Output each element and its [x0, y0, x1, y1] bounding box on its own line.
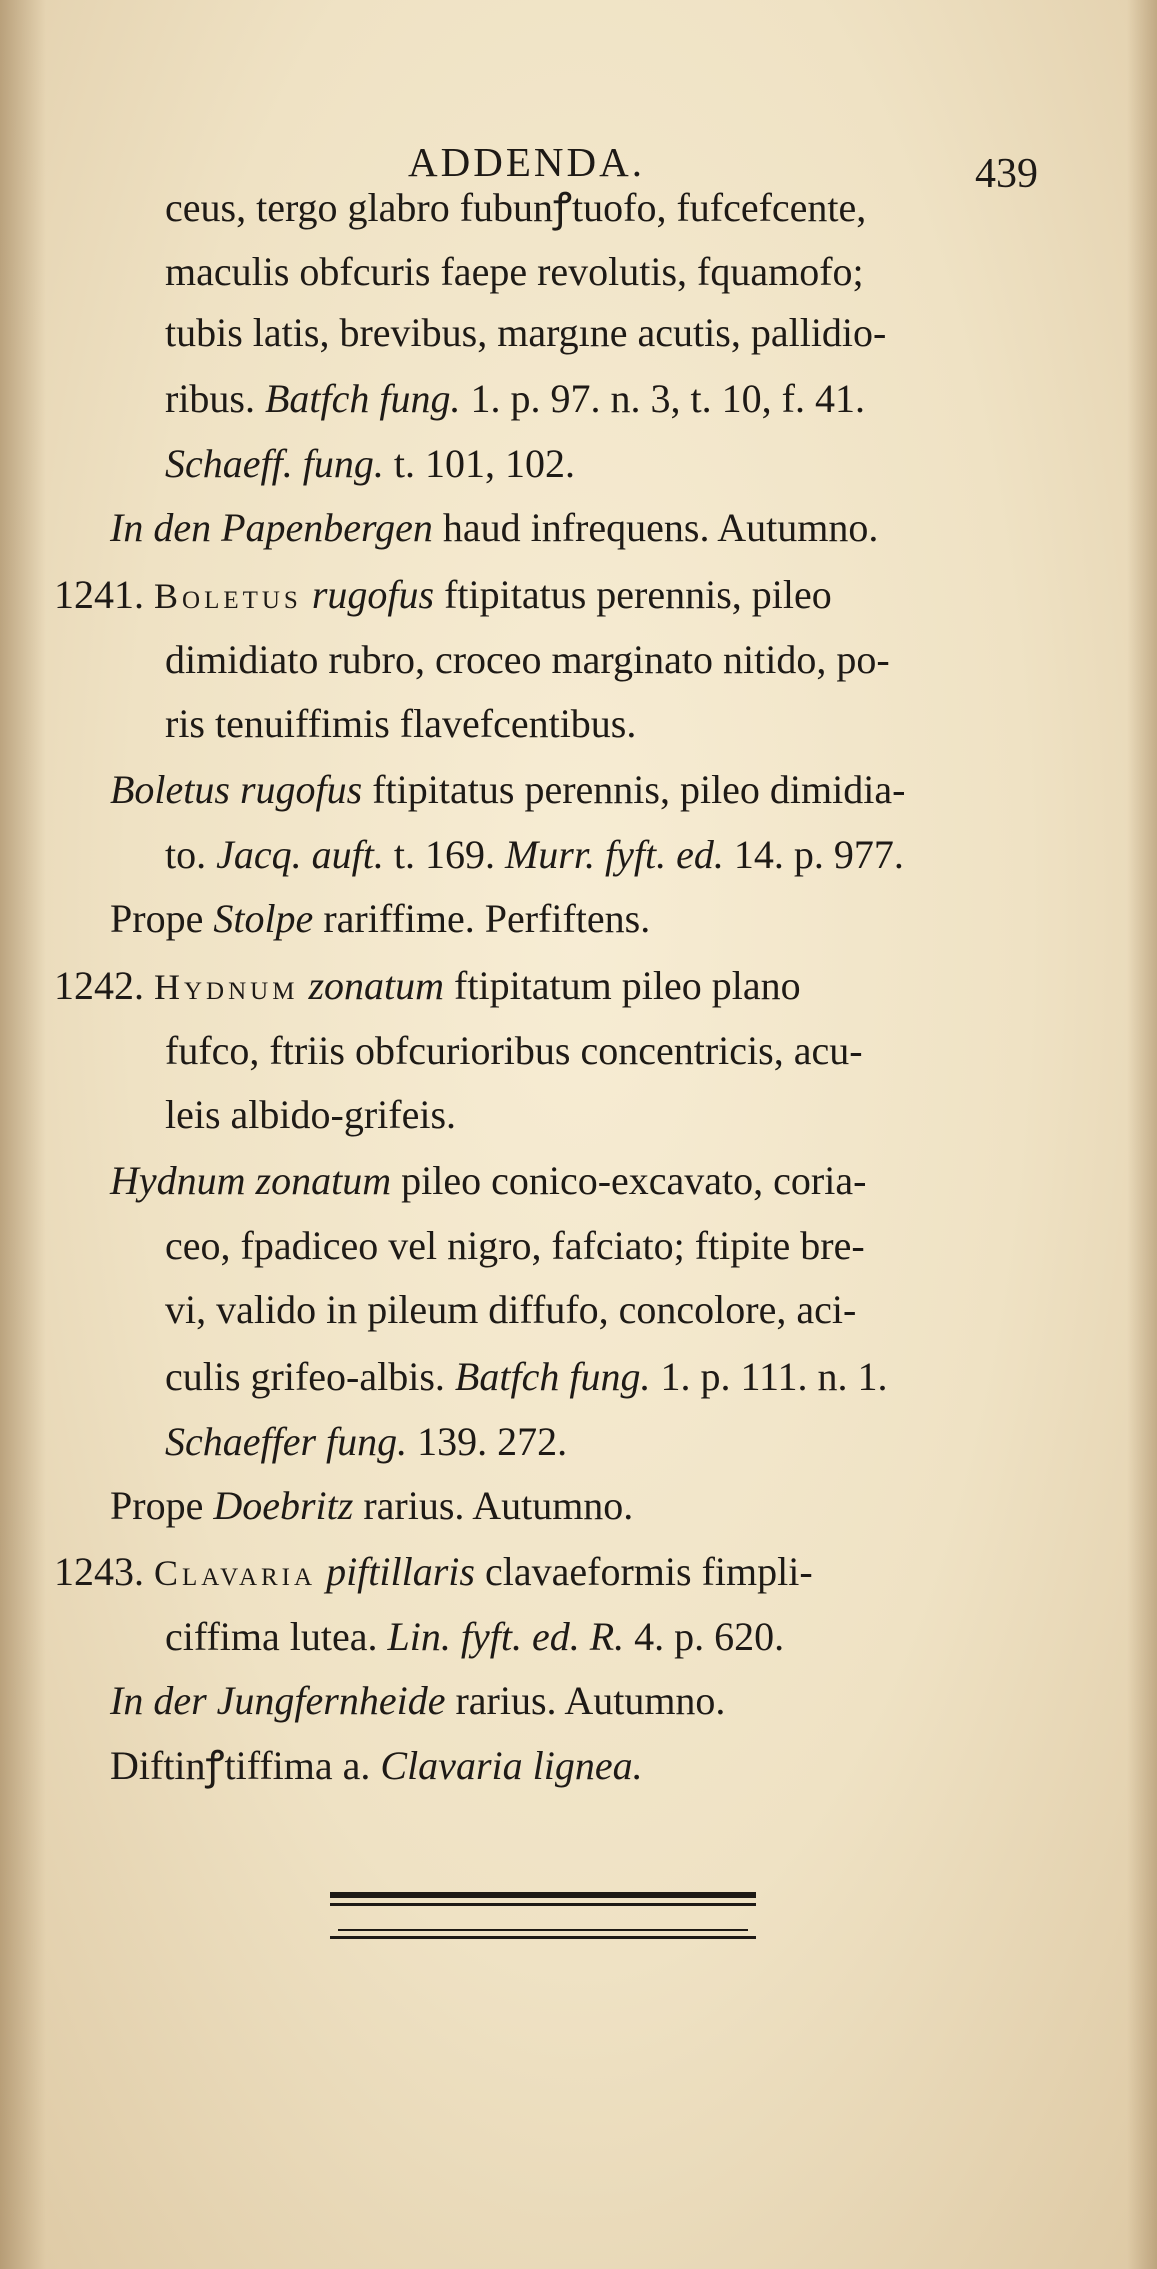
line-text: ftipitatus perennis, pileo dimidia-: [362, 767, 906, 812]
line-text: 139. 272.: [407, 1419, 568, 1464]
text-line: [165, 373, 865, 425]
line-text: Diftinꝭtiffima a.: [110, 1743, 381, 1788]
end-rule: [338, 1929, 748, 1931]
text-line: [165, 1611, 784, 1663]
italic-text: Jacq. auft.: [216, 832, 384, 877]
italic-text: Hydnum zonatum: [110, 1158, 392, 1203]
text-line: [110, 1740, 643, 1792]
line-text: rarius. Autumno.: [353, 1483, 634, 1528]
line-text: ciffima lutea.: [165, 1614, 388, 1659]
italic-text: In der Jungfernheide: [110, 1678, 446, 1723]
italic-text: Murr. fyft. ed.: [504, 832, 724, 877]
text-line: [165, 634, 890, 686]
line-text: maculis obfcuris faepe revolutis, fquamofo;: [165, 249, 864, 294]
text-line: [165, 1416, 567, 1468]
text-line: [54, 1546, 813, 1599]
line-text: rarius. Autumno.: [445, 1678, 726, 1723]
text-line: [165, 438, 575, 490]
line-text: dimidiato rubro, croceo marginato nitido, po-: [165, 637, 890, 682]
text-line: [110, 502, 878, 554]
text-line: [110, 893, 650, 945]
italic-text: Batfch fung.: [265, 376, 461, 421]
italic-text: piftillaris: [316, 1549, 475, 1594]
page-edge-shadow-left: [0, 0, 46, 2269]
line-text: t. 101, 102.: [383, 441, 575, 486]
italic-text: Clavaria lignea.: [380, 1743, 643, 1788]
italic-text: Stolpe: [213, 896, 314, 941]
line-text: 1243.: [54, 1549, 154, 1594]
line-text: vi, valido in pileum diffufo, concolore, aci-: [165, 1287, 857, 1332]
text-line: [165, 698, 636, 750]
running-header: ADDENDA.: [408, 139, 645, 185]
line-text: haud infrequens. Autumno.: [432, 505, 879, 550]
text-line: [165, 182, 866, 234]
text-line: [165, 1351, 887, 1403]
page-number: 439: [975, 151, 1038, 197]
end-rule: [330, 1892, 756, 1898]
text-line: [110, 1480, 633, 1532]
text-line: [110, 1675, 725, 1727]
text-line: [165, 246, 864, 298]
text-line: [165, 1284, 856, 1336]
page-edge-shadow-right: [1127, 0, 1157, 2269]
genus-name: Boletus: [154, 576, 302, 616]
italic-text: Schaeffer fung.: [165, 1419, 408, 1464]
italic-text: Schaeff. fung.: [165, 441, 384, 486]
line-text: culis grifeo-albis.: [165, 1354, 455, 1399]
text-line: [165, 1220, 865, 1272]
line-text: 1241.: [54, 572, 154, 617]
end-rule: [330, 1936, 756, 1939]
italic-text: zonatum: [298, 963, 445, 1008]
line-text: clavaeformis fimpli-: [475, 1549, 813, 1594]
line-text: Prope: [110, 1483, 214, 1528]
text-line: [110, 764, 905, 816]
line-text: ftipitatus perennis, pileo: [434, 572, 832, 617]
line-text: 1. p. 97. n. 3, t. 10, f. 41.: [460, 376, 865, 421]
line-text: 1. p. 111. n. 1.: [650, 1354, 888, 1399]
line-text: t. 169.: [383, 832, 505, 877]
italic-text: Batfch fung.: [454, 1354, 651, 1399]
line-text: to.: [165, 832, 217, 877]
italic-text: Lin. fyft. ed. R.: [387, 1614, 625, 1659]
line-text: 14. p. 977.: [723, 832, 904, 877]
genus-name: Clavaria: [154, 1553, 317, 1593]
line-text: pileo conico-excavato, coria-: [391, 1158, 867, 1203]
text-line: [54, 960, 801, 1013]
italic-text: Boletus rugofus: [110, 767, 363, 812]
line-text: ceo, fpadiceo vel nigro, fafciato; ftipite bre-: [165, 1223, 865, 1268]
line-text: ftipitatum pileo plano: [444, 963, 801, 1008]
text-line: [54, 569, 832, 622]
line-text: 1242.: [54, 963, 154, 1008]
line-text: leis albido-grifeis.: [165, 1092, 457, 1137]
line-text: Prope: [110, 896, 214, 941]
line-text: 4. p. 620.: [624, 1614, 785, 1659]
text-line: [165, 1025, 863, 1077]
text-line: [165, 307, 886, 359]
text-line: [165, 829, 904, 881]
line-text: ceus, tergo glabro fubunꝭtuofo, fufcefcente,: [165, 185, 867, 230]
line-text: ris tenuiffimis flavefcentibus.: [165, 701, 637, 746]
text-line: [165, 1089, 456, 1141]
line-text: tubis latis, brevibus, margıne acutis, pallidio-: [165, 310, 887, 355]
italic-text: rugofus: [301, 572, 435, 617]
line-text: fufco, ftriis obfcurioribus concentricis, acu-: [165, 1028, 863, 1073]
genus-name: Hydnum: [154, 967, 299, 1007]
end-rule: [330, 1903, 756, 1906]
italic-text: In den Papenbergen: [110, 505, 433, 550]
text-line: [110, 1155, 866, 1207]
line-text: rariffime. Perfiftens.: [313, 896, 651, 941]
line-text: ribus.: [165, 376, 265, 421]
italic-text: Doebritz: [213, 1483, 354, 1528]
